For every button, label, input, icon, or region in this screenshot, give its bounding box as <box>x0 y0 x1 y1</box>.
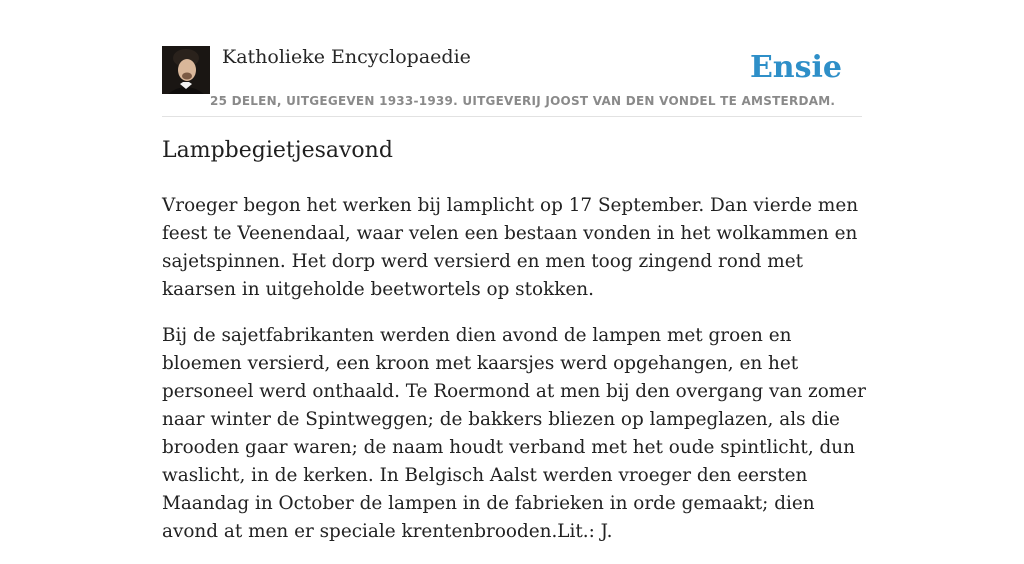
article-paragraph: Bij de sajetfabrikanten werden dien avond de lampen met groen en bloemen versierd, een kroon met kaarsjes werd opgehangen, en het personeel werd onthaald. Te Roermond at men bij den overgang van zomer naar winter de Spintweggen; de bakkers bliezen op lampeglazen, als die brooden gaar waren; de naam houdt verband met het oude spintlicht, dun waslicht, in de kerken. In Belgisch Aalst werden vroeger den eersten Maandag in October de lampen in de fabrieken in orde gemaakt; dien avond at men er speciale krentenbrooden.Lit.: J. <box>162 325 866 542</box>
site-header <box>162 44 862 117</box>
portrait-avatar[interactable] <box>162 46 210 94</box>
brand-logo[interactable]: Ensie <box>749 50 842 85</box>
article-title: Lampbegietjesavond <box>162 138 393 163</box>
article-body <box>162 192 874 564</box>
article-paragraph: Vroeger begon het werken bij lamplicht op 17 September. Dan vierde men feest te Veenendaal, waar velen een bestaan vonden in het wolkammen en sajetspinnen. Het dorp werd versierd en men toog zingend rond met kaarsen in uitgeholde beetwortels op stokken. <box>162 195 859 300</box>
portrait-icon <box>162 46 210 94</box>
site-subtitle: 25 DELEN, UITGEGEVEN 1933-1939. UITGEVERIJ JOOST VAN DEN VONDEL TE AMSTERDAM. <box>210 94 836 108</box>
site-title[interactable]: Katholieke Encyclopaedie <box>222 46 471 68</box>
